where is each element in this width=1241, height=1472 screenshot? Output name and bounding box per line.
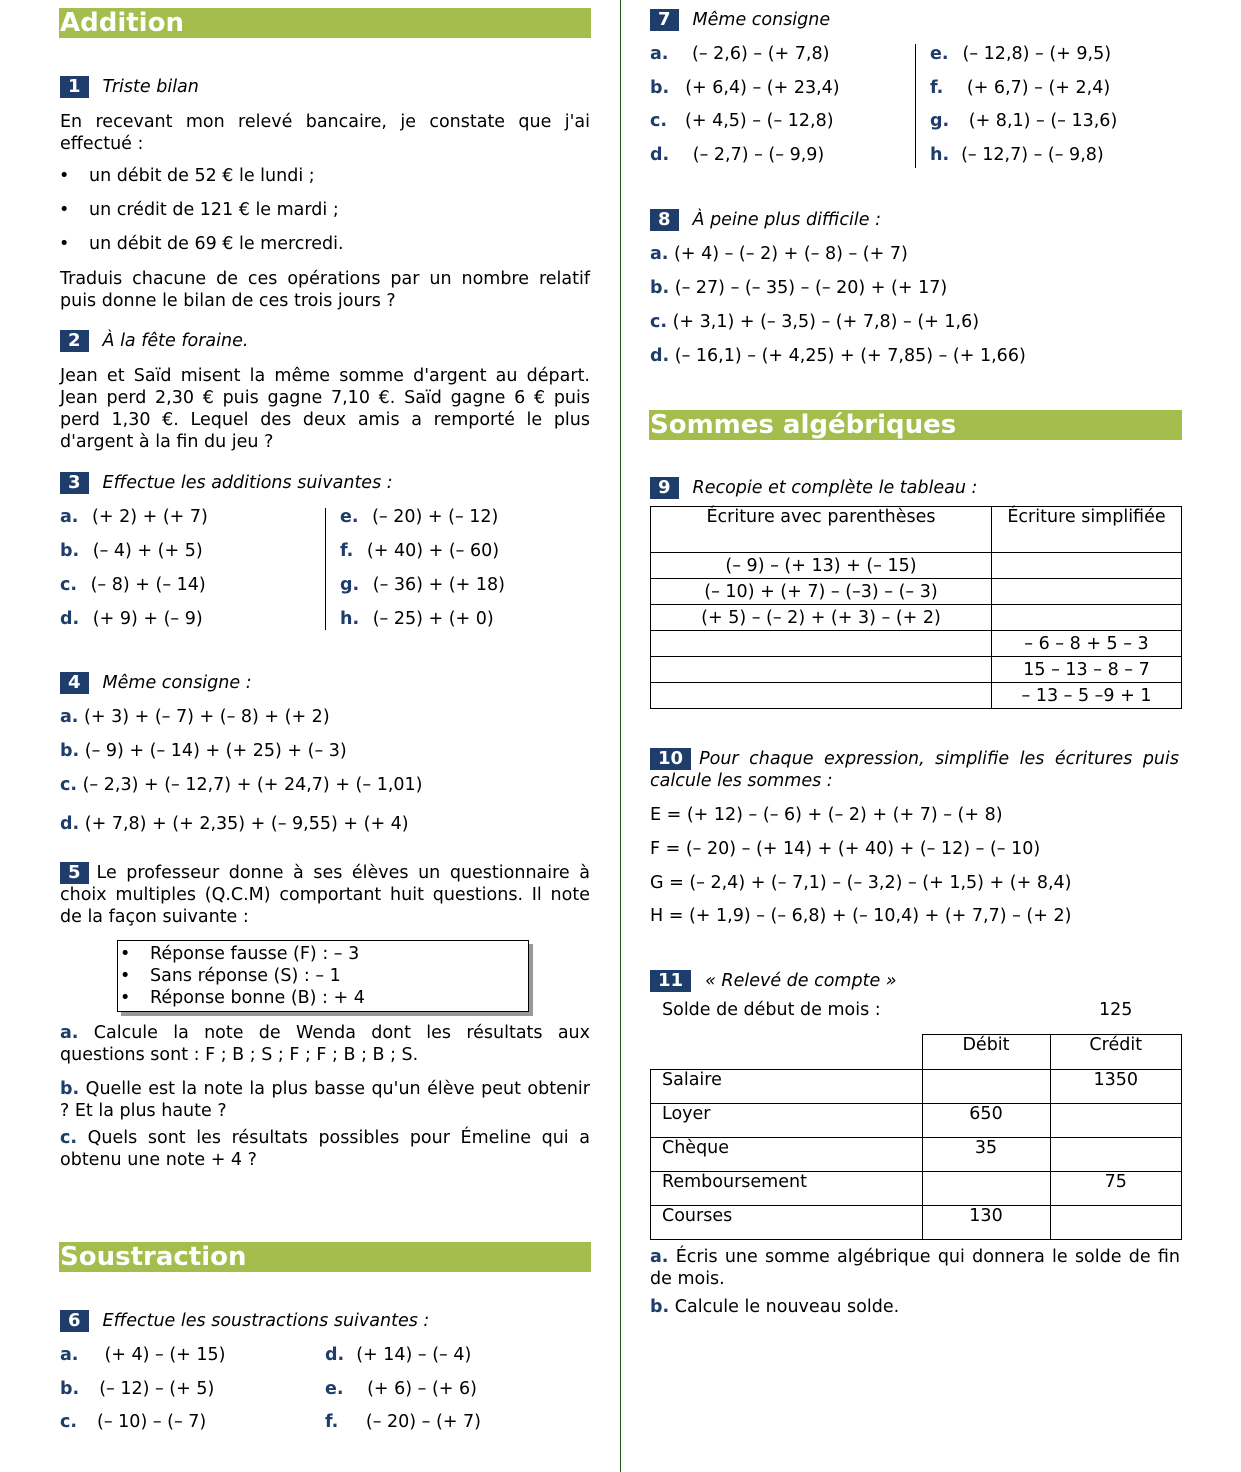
list-item: H = (+ 1,9) – (– 6,8) + (– 10,4) + (+ 7,7) – (+ 2) xyxy=(650,906,1072,926)
item-expression: (+ 4,5) – (– 12,8) xyxy=(685,111,834,131)
list-divider xyxy=(915,44,916,168)
item-letter: a. xyxy=(60,507,79,527)
question-text: Calcule le nouveau solde. xyxy=(674,1297,900,1317)
item-letter: b. xyxy=(650,78,670,98)
table-cell xyxy=(1050,1138,1182,1172)
item-expression: (– 2,6) – (+ 7,8) xyxy=(686,44,830,64)
list-item xyxy=(650,278,947,298)
item-letter: d. xyxy=(325,1345,345,1365)
question-text: Quelle est la note la plus basse qu'un élève peut obtenir ? Et la plus haute ? xyxy=(60,1079,590,1121)
table-cell xyxy=(1050,1104,1182,1138)
item-expression: (+ 4) – (– 2) + (– 8) – (+ 7) xyxy=(674,244,908,264)
question-text: Écris une somme algébrique qui donnera le solde de fin de mois. xyxy=(650,1247,1180,1289)
exercise-title: Même consigne : xyxy=(102,673,252,693)
item-expression: (– 2,7) – (– 9,9) xyxy=(687,145,825,165)
item-expression: (– 27) – (– 35) – (– 20) + (+ 17) xyxy=(674,278,948,298)
item-expression: (– 20) – (+ 7) xyxy=(360,1412,482,1432)
list-item xyxy=(650,78,840,98)
list-item xyxy=(60,1345,226,1365)
item-letter: b. xyxy=(60,1379,80,1399)
question-text: Quels sont les résultats possibles pour Émeline qui a obtenu une note + 4 ? xyxy=(60,1128,590,1170)
table-header xyxy=(651,1035,923,1070)
table-cell: (– 10) + (+ 7) – (–3) – (– 3) xyxy=(651,579,992,605)
item-letter: a. xyxy=(650,244,669,264)
table-cell: Chèque xyxy=(651,1138,923,1172)
table-cell: 35 xyxy=(922,1138,1050,1172)
exercise-number: 7 xyxy=(650,9,679,31)
table-row xyxy=(651,1138,1182,1172)
list-item xyxy=(60,707,330,727)
item-letter: a. xyxy=(60,1023,79,1043)
list-item xyxy=(650,111,834,131)
item-expression: (– 12,7) – (– 9,8) xyxy=(961,145,1104,165)
item-expression: (– 4) + (+ 5) xyxy=(92,541,203,561)
item-letter: a. xyxy=(650,44,669,64)
list-item xyxy=(340,541,499,561)
list-item xyxy=(930,145,1104,165)
list-item xyxy=(930,78,1110,98)
item-letter: c. xyxy=(650,111,668,131)
item-expression: (+ 6,4) – (+ 23,4) xyxy=(685,78,840,98)
list-divider xyxy=(325,508,326,630)
table-cell: Loyer xyxy=(651,1104,923,1138)
exercise-11-header xyxy=(650,970,897,992)
exercise-title: Recopie et complète le tableau : xyxy=(692,478,978,498)
table-cell: (+ 5) – (– 2) + (+ 3) – (+ 2) xyxy=(651,605,992,631)
exercise-title: Triste bilan xyxy=(102,77,199,97)
item-expression: (+ 8,1) – (– 13,6) xyxy=(963,111,1118,131)
table-cell xyxy=(992,579,1182,605)
table-row xyxy=(651,1104,1182,1138)
item-letter: e. xyxy=(930,44,949,64)
table-cell: Remboursement xyxy=(651,1172,923,1206)
item-letter: g. xyxy=(340,575,360,595)
table-cell: 75 xyxy=(1050,1172,1182,1206)
table-cell: 650 xyxy=(922,1104,1050,1138)
exercise-1-header xyxy=(60,76,199,98)
section-banner-addition: Addition xyxy=(59,8,591,38)
list-item xyxy=(60,775,422,795)
exercise-number: 1 xyxy=(60,76,89,98)
list-item xyxy=(60,1379,214,1399)
item-letter: c. xyxy=(60,575,78,595)
exercise-7-header xyxy=(650,9,830,31)
list-item xyxy=(60,575,206,595)
exercise-number: 10 xyxy=(650,748,691,770)
item-letter: a. xyxy=(650,1247,669,1267)
table-cell xyxy=(992,553,1182,579)
item-letter: a. xyxy=(60,1345,79,1365)
table-header: Écriture simplifiée xyxy=(992,507,1182,553)
exercise-title: À peine plus difficile : xyxy=(692,210,881,230)
exercise-title: « Relevé de compte » xyxy=(705,971,897,991)
exercise-title: Même consigne xyxy=(692,10,831,30)
item-letter: b. xyxy=(60,741,80,761)
item-letter: e. xyxy=(340,507,359,527)
list-item: G = (– 2,4) + (– 7,1) – (– 3,2) – (+ 1,5) + (+ 8,4) xyxy=(650,873,1072,893)
exercise-5-question-a xyxy=(60,1022,590,1066)
item-letter: b. xyxy=(60,541,80,561)
exercise-5-statement: Le professeur donne à ses élèves un questionnaire à choix multiples (Q.C.M) comportant huit questions. Il note de la façon suivante : xyxy=(60,863,590,927)
item-letter: b. xyxy=(650,1297,670,1317)
exercise-1-question: Traduis chacune de ces opérations par un nombre relatif puis donne le bilan de ces trois jours ? xyxy=(60,269,590,311)
item-expression: (+ 3,1) + (– 3,5) – (+ 7,8) – (+ 1,6) xyxy=(672,312,980,332)
table-cell xyxy=(922,1172,1050,1206)
table-header: Crédit xyxy=(1050,1035,1182,1070)
exercise-number: 11 xyxy=(650,970,691,992)
item-letter: b. xyxy=(650,278,670,298)
exercise-title: Effectue les soustractions suivantes : xyxy=(102,1311,430,1331)
item-expression: (+ 40) + (– 60) xyxy=(366,541,500,561)
list-item: • un crédit de 121 € le mardi ; xyxy=(89,200,339,220)
table-row xyxy=(651,683,1182,709)
item-letter: h. xyxy=(340,609,360,629)
item-letter: d. xyxy=(650,346,670,366)
table-row xyxy=(651,1172,1182,1206)
exercise-number: 4 xyxy=(60,672,89,694)
list-item xyxy=(650,44,829,64)
table-row xyxy=(651,1206,1182,1240)
table-cell xyxy=(651,631,992,657)
list-item xyxy=(650,145,824,165)
table-cell: Courses xyxy=(651,1206,923,1240)
column-divider xyxy=(620,0,621,1472)
item-letter: d. xyxy=(60,609,80,629)
table-row xyxy=(651,579,1182,605)
exercise-1-intro: En recevant mon relevé bancaire, je constate que j'ai effectué : xyxy=(60,112,590,154)
exercise-number: 2 xyxy=(60,330,89,352)
list-item xyxy=(930,111,1117,131)
table-cell: 1350 xyxy=(1050,1070,1182,1104)
list-item xyxy=(340,609,494,629)
exercise-number: 6 xyxy=(60,1310,89,1332)
item-expression: (+ 6,7) – (+ 2,4) xyxy=(961,78,1111,98)
exercise-10-header xyxy=(650,748,1179,792)
list-item xyxy=(325,1412,481,1432)
item-expression: (+ 6) – (+ 6) xyxy=(361,1379,477,1399)
exercise-number: 5 xyxy=(60,862,89,884)
exercise-title: Pour chaque expression, simplifie les écritures puis calcule les sommes : xyxy=(650,749,1179,791)
exercise-number: 8 xyxy=(650,209,679,231)
table-row xyxy=(651,553,1182,579)
table-cell xyxy=(1050,1206,1182,1240)
list-item xyxy=(325,1379,477,1399)
table-cell xyxy=(651,683,992,709)
list-item xyxy=(60,1412,206,1432)
exercise-5-text xyxy=(60,862,590,928)
item-expression: (– 8) + (– 14) xyxy=(90,575,206,595)
table-header: Écriture avec parenthèses xyxy=(651,507,992,553)
exercise-9-table xyxy=(650,506,1182,709)
list-item xyxy=(650,312,979,332)
table-row xyxy=(651,605,1182,631)
table-cell xyxy=(992,605,1182,631)
item-letter: f. xyxy=(930,78,944,98)
item-expression: (– 16,1) – (+ 4,25) + (+ 7,85) – (+ 1,66) xyxy=(674,346,1026,366)
question-text: Calcule la note de Wenda dont les résultats aux questions sont : F ; B ; S ; F ; F ; B ; B ; S. xyxy=(60,1023,590,1065)
item-expression: (– 2,3) + (– 12,7) + (+ 24,7) + (– 1,01) xyxy=(82,775,423,795)
list-item xyxy=(930,44,1111,64)
item-letter: f. xyxy=(325,1412,339,1432)
list-item: E = (+ 12) – (– 6) + (– 2) + (+ 7) – (+ 8) xyxy=(650,805,1003,825)
item-expression: (+ 4) – (+ 15) xyxy=(104,1345,226,1365)
item-letter: c. xyxy=(60,1128,78,1148)
exercise-5-question-c xyxy=(60,1127,590,1171)
table-row xyxy=(651,1070,1182,1104)
list-item xyxy=(60,507,208,527)
table-header: Débit xyxy=(922,1035,1050,1070)
item-letter: a. xyxy=(60,707,79,727)
list-item: F = (– 20) – (+ 14) + (+ 40) + (– 12) – (– 10) xyxy=(650,839,1041,859)
exercise-11-question-b xyxy=(650,1296,1180,1318)
exercise-number: 9 xyxy=(650,477,679,499)
item-letter: f. xyxy=(340,541,354,561)
grading-rules-box xyxy=(117,940,529,1012)
item-expression: (– 12) – (+ 5) xyxy=(99,1379,215,1399)
list-item: • Sans réponse (S) : – 1 xyxy=(150,965,341,987)
item-expression: (– 20) + (– 12) xyxy=(372,507,499,527)
item-letter: e. xyxy=(325,1379,344,1399)
table-cell: (– 9) – (+ 13) + (– 15) xyxy=(651,553,992,579)
exercise-2-text: Jean et Saïd misent la même somme d'argent au départ. Jean perd 2,30 € puis gagne 7,10 €. Saïd gagne 6 € puis perd 1,30 €. Lequel des deux amis a remporté le plus d'argent à la fin du jeu ? xyxy=(60,366,590,452)
item-expression: (– 25) + (+ 0) xyxy=(372,609,494,629)
list-item xyxy=(325,1345,471,1365)
table-cell: – 6 – 8 + 5 – 3 xyxy=(992,631,1182,657)
section-banner-sommes-algebriques: Sommes algébriques xyxy=(649,410,1182,440)
table-row xyxy=(651,657,1182,683)
item-expression: (– 12,8) – (+ 9,5) xyxy=(962,44,1112,64)
table-cell: 130 xyxy=(922,1206,1050,1240)
table-cell xyxy=(922,1070,1050,1104)
list-item xyxy=(650,346,1026,366)
list-item: • Réponse fausse (F) : – 3 xyxy=(150,943,359,965)
item-letter: c. xyxy=(60,775,78,795)
exercise-8-header xyxy=(650,209,881,231)
list-item xyxy=(340,507,498,527)
item-expression: (– 36) + (+ 18) xyxy=(372,575,505,595)
list-item xyxy=(60,814,409,834)
exercise-4-header xyxy=(60,672,252,694)
exercise-3-header xyxy=(60,472,393,494)
exercise-11-question-a xyxy=(650,1246,1180,1290)
exercise-2-header xyxy=(60,330,248,352)
item-letter: b. xyxy=(60,1079,80,1099)
list-item xyxy=(60,609,203,629)
item-letter: c. xyxy=(60,1412,78,1432)
list-item: • un débit de 52 € le lundi ; xyxy=(89,166,315,186)
exercise-11-table xyxy=(650,1034,1182,1240)
item-expression: (+ 9) + (– 9) xyxy=(92,609,203,629)
table-cell: Salaire xyxy=(651,1070,923,1104)
section-banner-soustraction: Soustraction xyxy=(59,1242,591,1272)
list-item xyxy=(60,541,203,561)
item-expression: (+ 2) + (+ 7) xyxy=(92,507,208,527)
item-letter: h. xyxy=(930,145,950,165)
table-row xyxy=(651,631,1182,657)
list-item xyxy=(340,575,505,595)
item-letter: c. xyxy=(650,312,668,332)
list-item: • un débit de 69 € le mercredi. xyxy=(89,234,344,254)
item-letter: d. xyxy=(60,814,80,834)
item-expression: (+ 3) + (– 7) + (– 8) + (+ 2) xyxy=(84,707,330,727)
table-cell: 15 – 13 – 8 – 7 xyxy=(992,657,1182,683)
item-expression: (+ 7,8) + (+ 2,35) + (– 9,55) + (+ 4) xyxy=(84,814,409,834)
opening-balance-value: 125 xyxy=(1099,1000,1133,1020)
list-item xyxy=(650,244,908,264)
exercise-6-header xyxy=(60,1310,429,1332)
item-letter: d. xyxy=(650,145,670,165)
table-cell: – 13 – 5 –9 + 1 xyxy=(992,683,1182,709)
item-letter: g. xyxy=(930,111,950,131)
item-expression: (+ 14) – (– 4) xyxy=(356,1345,472,1365)
table-cell xyxy=(651,657,992,683)
exercise-number: 3 xyxy=(60,472,89,494)
exercise-title: Effectue les additions suivantes : xyxy=(102,473,393,493)
exercise-title: À la fête foraine. xyxy=(102,331,249,351)
list-item: • Réponse bonne (B) : + 4 xyxy=(150,987,365,1009)
exercise-5-question-b xyxy=(60,1078,590,1122)
opening-balance-label: Solde de début de mois : xyxy=(662,1000,881,1020)
list-item xyxy=(60,741,347,761)
exercise-9-header xyxy=(650,477,977,499)
item-expression: (– 10) – (– 7) xyxy=(97,1412,207,1432)
item-expression: (– 9) + (– 14) + (+ 25) + (– 3) xyxy=(84,741,347,761)
